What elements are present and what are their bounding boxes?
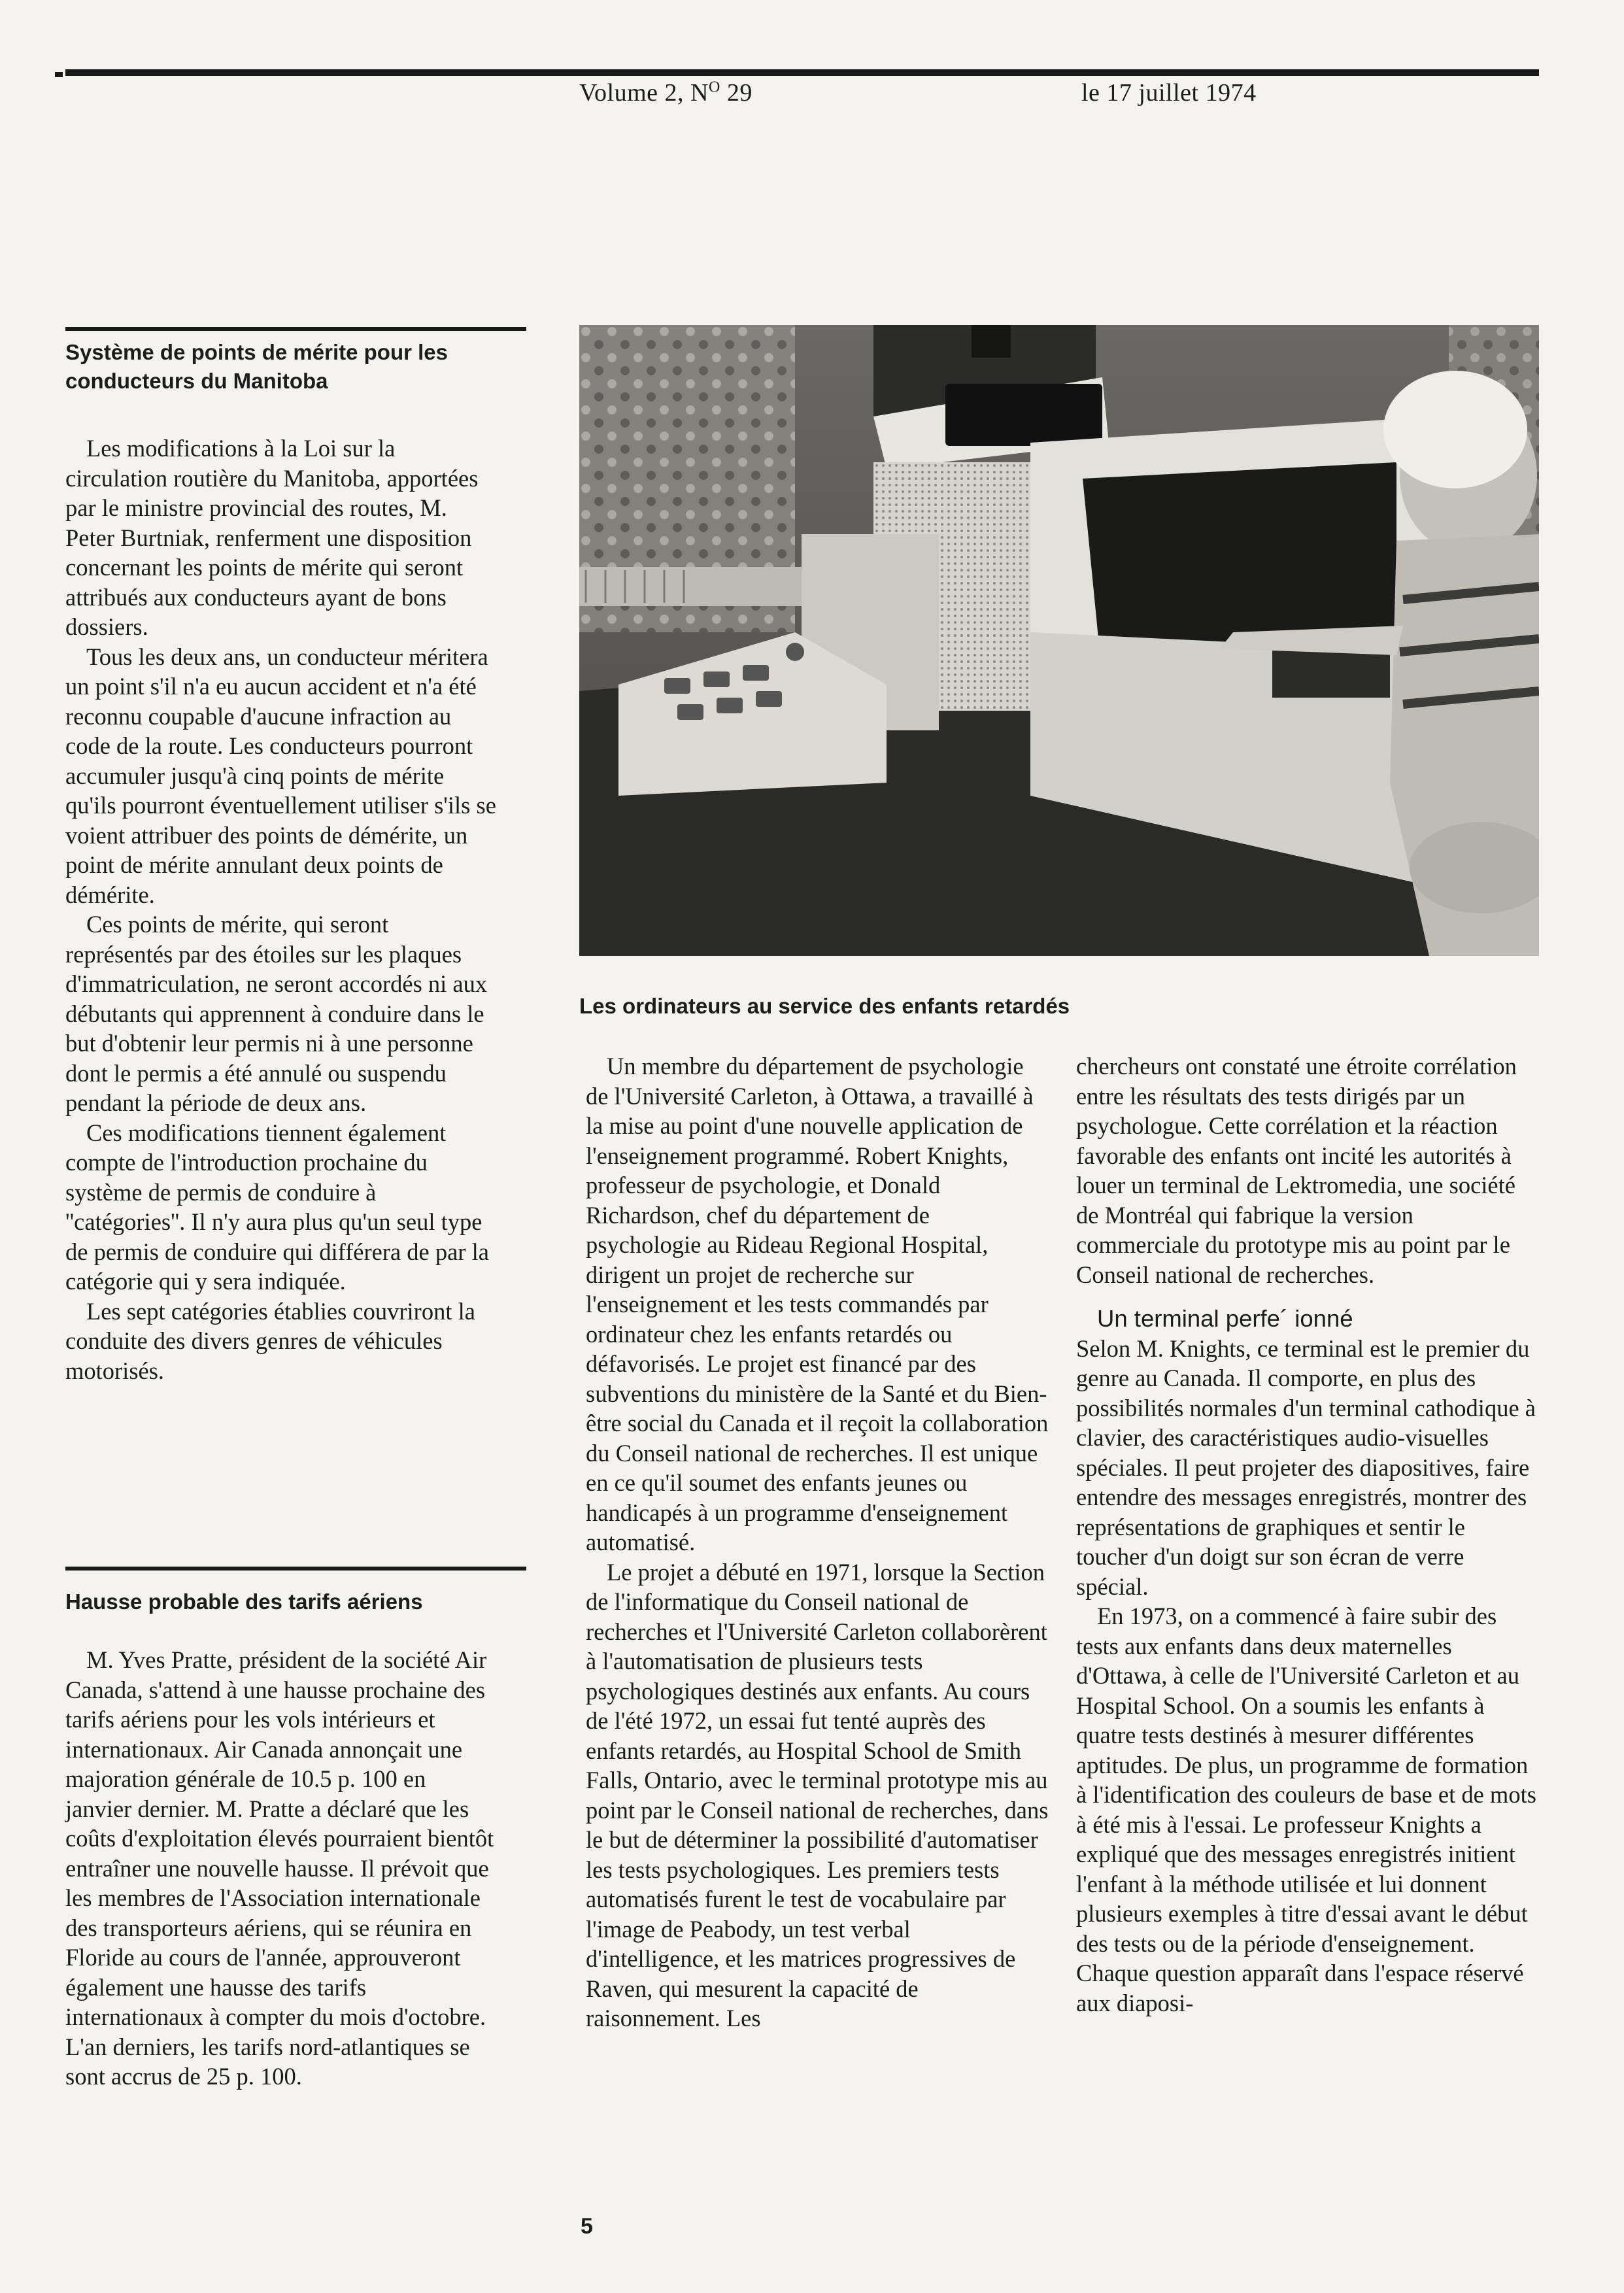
article-merite [65, 338, 526, 396]
article-title: Hausse probable des tarifs aériens [65, 1589, 423, 1614]
masthead-volume [579, 78, 753, 107]
paragraph: Ces modifications tiennent également compte de l'introduction prochaine du système de permis de conduire à ''catégories''. Il n'y aura plus qu'un seul type de permis de conduire qui différera de par la catégorie qui y sera indiquée. [65, 1119, 489, 1295]
article-merite-body [65, 433, 497, 1385]
photograph [579, 325, 1539, 956]
article-rule [65, 327, 526, 331]
paragraph: chercheurs ont constaté une étroite corrélation entre les résultats des tests dirigés par un psychologue. Cette corrélation et la réaction favorable des enfants ont incité les autorités à louer un terminal de Lektromedia, une société de Montréal qui fabrique la version commerciale du prototype mis au point par le Conseil national de recherches. [1076, 1053, 1517, 1288]
issue-number: 29 [720, 79, 753, 107]
masthead-date: le 17 juillet 1974 [1081, 79, 1257, 107]
paragraph: Selon M. Knights, ce terminal est le premier du genre au Canada. Il comporte, en plus des possibilités normales d'un terminal cathodique à clavier, des caractéristiques audio-visuelles spéciales. Il peut projeter des diapositives, faire entendre des messages enregistrés, montrer des représentations de graphiques et sentir le toucher d'un doigt sur son écran de verre spécial. [1076, 1334, 1536, 1600]
article-title: Système de points de mérite pour les [65, 340, 448, 364]
volume-label: Volume 2, N [579, 79, 709, 107]
paragraph: Les sept catégories établies couvriront la conduite des divers genres de véhicules motorisés. [65, 1297, 475, 1384]
paragraph: Un membre du département de psychologie de l'Université Carleton, à Ottawa, a travaillé à la mise au point d'une nouvelle application de l'enseignement programmé. Robert Knights, professeur de psychologie, et Donald Richardson, chef du département de psychologie au Rideau Regional Hospital, dirigent un projet de recherche sur l'enseignement et les tests commandés par ordinateur chez les enfants retardés ou défavorisés. Le projet est financé par des subventions du ministère de la Santé et du Bien-être social du Canada et il reçoit la collaboration du Conseil national de recherches. Il est unique en ce qu'il soumet des enfants jeunes ou handicapés à un programme d'enseignement automatisé. [586, 1053, 1049, 1555]
top-rule [65, 69, 1539, 76]
article-ordinateurs-col2 [1076, 1051, 1539, 2018]
article-tarifs-body [65, 1645, 497, 2092]
issue-superscript: O [708, 78, 720, 96]
top-rule-mark [55, 72, 63, 77]
paragraph: M. Yves Pratte, président de la société Air Canada, s'attend à une hausse prochaine des tarifs aériens pour les vols intérieurs et internationaux. Air Canada annonçait une majoration générale de 10.5 p. 100 en janvier dernier. M. Pratte a déclaré que les coûts d'exploitation élevés pourraient bientôt entraîner une nouvelle hausse. Il prévoit que les membres de l'Association internationale des transporteurs aériens, qui se réunira en Floride au cours de l'année, approuveront également une hausse des tarifs internationaux à compter du mois d'octobre. L'an derniers, les tarifs nord-atlantiques se sont accrus de 25 p. 100. [65, 1646, 494, 2090]
article-rule [65, 1567, 526, 1571]
page-number: 5 [581, 2214, 593, 2239]
article-title-line2: conducteurs du Manitoba [65, 369, 328, 393]
article-ordinateurs-col1 [586, 1051, 1049, 2033]
article-ordinateurs [579, 992, 1539, 1021]
paragraph: En 1973, on a commencé à faire subir des tests aux enfants dans deux maternelles d'Ottawa, à celle de l'Université Carleton et au Hospital School. On a soumis les enfants à quatre tests destinés à mesurer différentes aptitudes. De plus, un programme de formation à l'identification des couleurs de base et de mots à été mis à l'essai. Le professeur Knights a expliqué que des messages enregistrés initient l'enfant à la méthode utilisée et lui donnent plusieurs exemples à titre d'essai avant le début des tests ou de la période d'enseignement. Chaque question apparaît dans l'espace réservé aux diaposi- [1076, 1603, 1536, 2016]
article-subheading: Un terminal perfe´ ionné [1097, 1305, 1353, 1332]
paragraph: Les modifications à la Loi sur la circulation routière du Manitoba, apportées par le ministre provincial des routes, M. Peter Burtniak, renferment une disposition concernant les points de mérite qui seront attribués aux conducteurs ayant de bons dossiers. [65, 435, 479, 640]
paragraph: Le projet a débuté en 1971, lorsque la Section de l'informatique du Conseil national de recherches et l'Université Carleton collaborèrent à l'automatisation de plusieurs tests psychologiques destinés aux enfants. Au cours de l'été 1972, un essai fut tenté auprès des enfants retardés, au Hospital School de Smith Falls, Ontario, avec le terminal prototype mis au point par le Conseil national de recherches, dans le but de déterminer la possibilité d'automatiser les tests psychologiques. Les premiers tests automatisés furent le test de vocabulaire par l'image de Peabody, un test verbal d'intelligence, et les matrices progressives de Raven, qui mesurent la capacité de raisonnement. Les [586, 1558, 1049, 2031]
article-tarifs [65, 1588, 526, 1616]
paragraph: Ces points de mérite, qui seront représentés par des étoiles sur les plaques d'immatriculation, ne seront accordés ni aux débutants qui apprennent à conduire dans le but d'obtenir leur permis ni à une personne dont le permis a été annulé ou suspendu pendant la période de deux ans. [65, 911, 488, 1116]
article-title: Les ordinateurs au service des enfants retardés [579, 994, 1070, 1018]
paragraph: Tous les deux ans, un conducteur méritera un point s'il n'a eu aucun accident et n'a été reconnu coupable d'aucune infraction au code de la route. Les conducteurs pourront accumuler jusqu'à cinq points de mérite qu'ils pourront éventuellement utiliser s'ils se voient attribuer des points de démérite, un point de mérite annulant deux points de démérite. [65, 643, 496, 908]
